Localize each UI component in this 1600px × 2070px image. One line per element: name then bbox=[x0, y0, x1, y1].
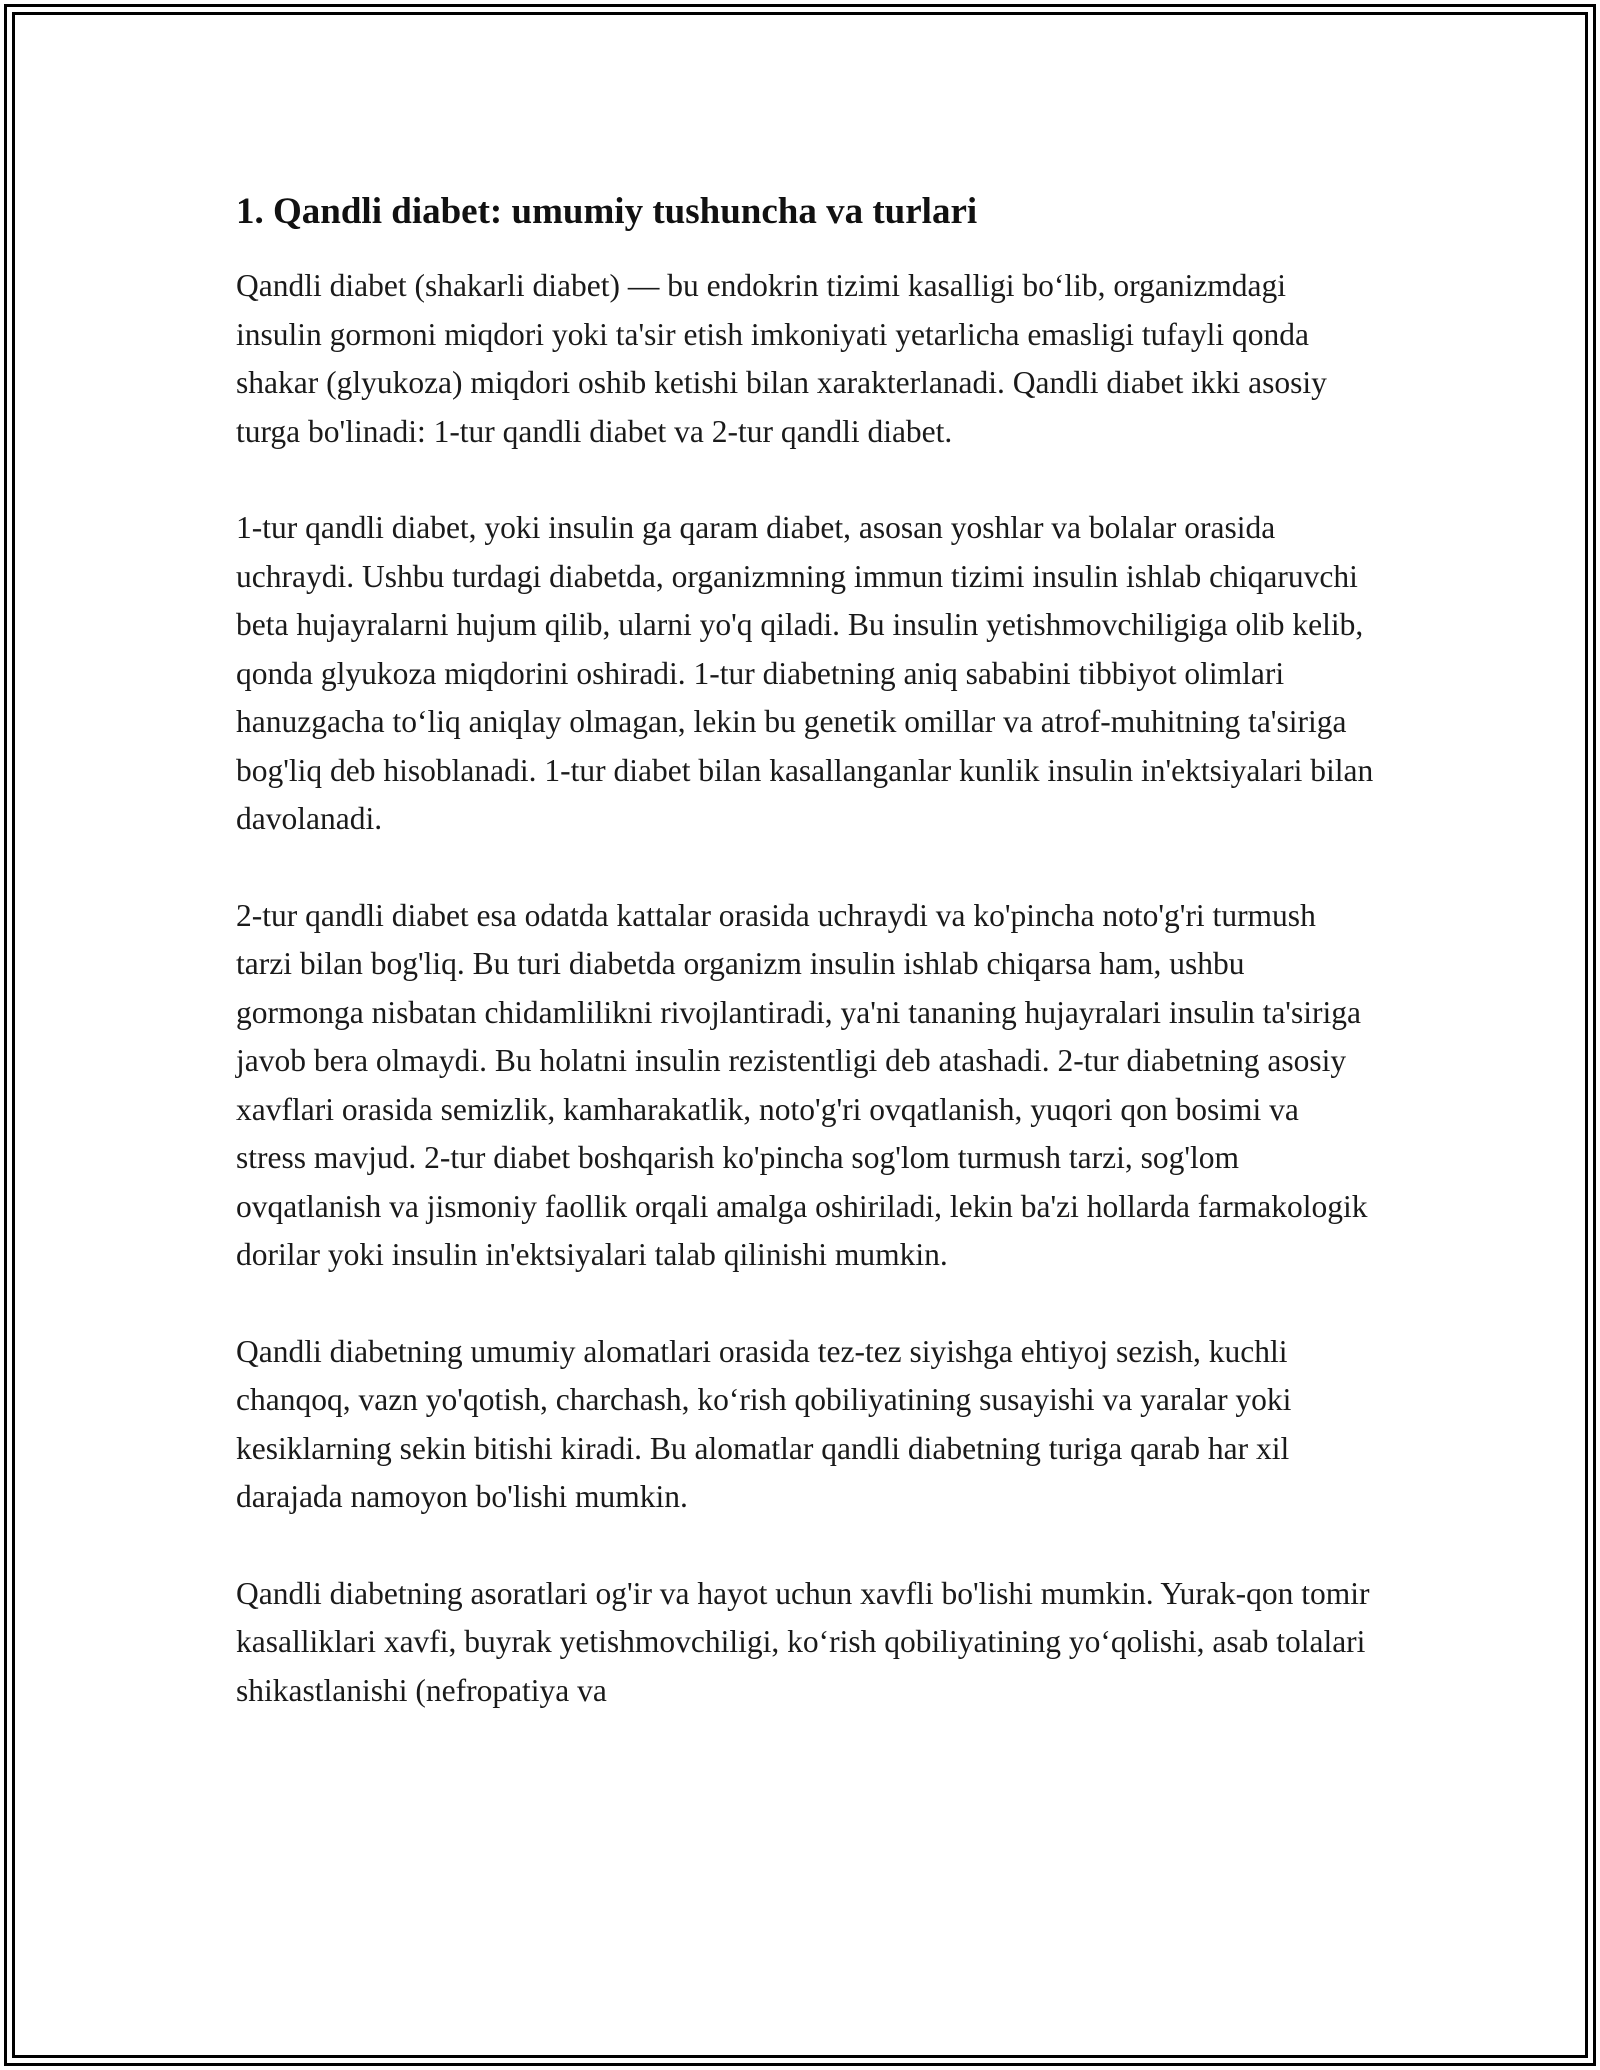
document-body bbox=[236, 186, 1376, 1763]
paragraph-definition: Qandli diabet (shakarli diabet) — bu endokrin tizimi kasalligi bo‘lib, organizmdagi insulin gormoni miqdori yoki ta'sir etish imkoniyati yetarlicha emasligi tufayli qonda shakar (glyukoza) miqdori oshib ketishi bilan xarakterlanadi. Qandli diabet ikki asosiy turga bo'linadi: 1-tur qandli diabet va 2-tur qandli diabet. bbox=[236, 268, 1327, 449]
paragraph-symptoms: Qandli diabetning umumiy alomatlari orasida tez-tez siyishga ehtiyoj sezish, kuchli chanqoq, vazn yo'qotish, charchash, ko‘rish qobiliyatining susayishi va yaralar yoki kesiklarning sekin bitishi kiradi. Bu alomatlar qandli diabetning turiga qarab har xil darajada namoyon bo'lishi mumkin. bbox=[236, 1333, 1292, 1514]
paragraph-complications: Qandli diabetning asoratlari og'ir va hayot uchun xavfli bo'lishi mumkin. Yurak-qon tomir kasalliklari xavfi, buyrak yetishmovchiligi, ko‘rish qobiliyatining yo‘qolishi, asab tolalari shikastlanishi (nefropatiya va bbox=[236, 1575, 1370, 1708]
section-heading: 1. Qandli diabet: umumiy tushuncha va turlari bbox=[236, 191, 978, 232]
paragraph-type-2: 2-tur qandli diabet esa odatda kattalar orasida uchraydi va ko'pincha noto'g'ri turmush tarzi bilan bog'liq. Bu turi diabetda organizm insulin ishlab chiqarsa ham, ushbu gormonga nisbatan chidamlilikni rivojlantiradi, ya'ni tananing hujayralari insulin ta'siriga javob bera olmaydi. Bu holatni insulin rezistentligi deb atashadi. 2-tur diabetning asosiy xavflari orasida semizlik, kamharakatlik, noto'g'ri ovqatlanish, yuqori qon bosimi va stress mavjud. 2-tur diabet boshqarish ko'pincha sog'lom turmush tarzi, sog'lom ovqatlanish va jismoniy faollik orqali amalga oshiriladi, lekin ba'zi hollarda farmakologik dorilar yoki insulin in'ektsiyalari talab qilinishi mumkin. bbox=[236, 897, 1368, 1272]
paragraph-type-1: 1-tur qandli diabet, yoki insulin ga qaram diabet, asosan yoshlar va bolalar orasida uchraydi. Ushbu turdagi diabetda, organizmning immun tizimi insulin ishlab chiqaruvchi beta hujayralarni hujum qilib, ularni yo'q qiladi. Bu insulin yetishmovchiligiga olib kelib, qonda glyukoza miqdorini oshiradi. 1-tur diabetning aniq sababini tibbiyot olimlari hanuzgacha to‘liq aniqlay olmagan, lekin bu genetik omillar va atrof-muhitning ta'siriga bog'liq deb hisoblanadi. 1-tur diabet bilan kasallanganlar kunlik insulin in'ektsiyalari bilan davolanadi. bbox=[236, 510, 1374, 836]
